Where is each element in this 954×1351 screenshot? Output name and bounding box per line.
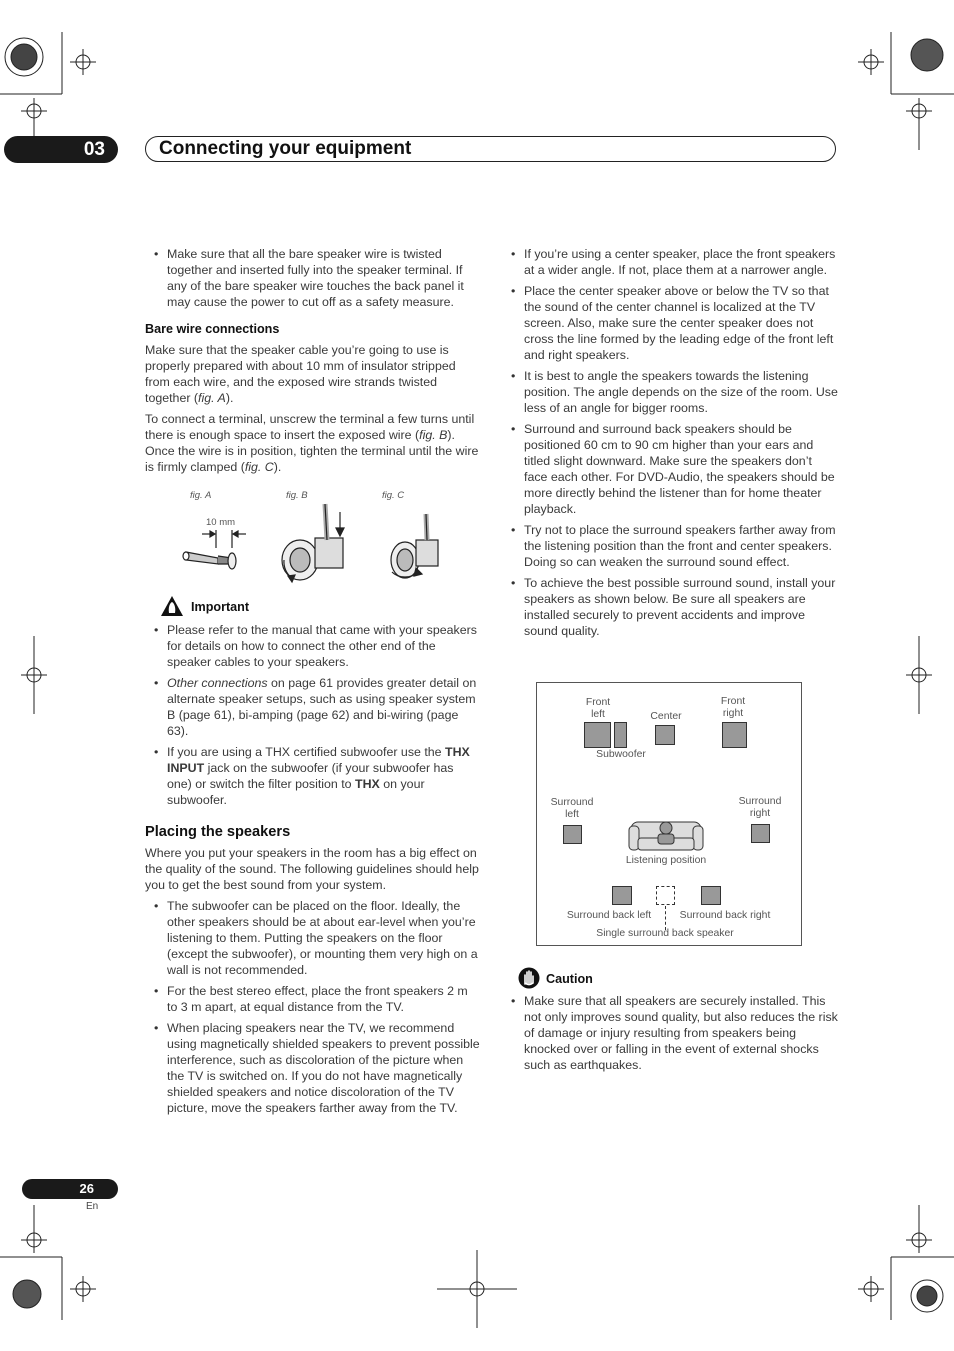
text-span: on your subwoofer. xyxy=(167,777,425,807)
list-item: • Place the center speaker above or below the TV so that the sound of the center channel is localized at the TV screen. Also, make sure the center speaker does not cross the line formed by the leading edge of the front left and right speakers. xyxy=(502,283,838,363)
text-span: Make sure that the speaker cable you’re going to use is properly prepared with about 10 mm of insulator stripped from each wire, and the exposed wire strands twisted together ( xyxy=(145,343,456,405)
subwoofer-label: Subwoofer xyxy=(596,749,646,760)
text-span: THX xyxy=(355,777,380,791)
list-item: • Try not to place the surround speakers farther away from the listening position than the front and center speakers. Doing so can weaken the surround sound effect. xyxy=(502,522,838,570)
center-label: Center xyxy=(650,711,682,722)
sofa-icon xyxy=(628,814,704,854)
bare-wire-paragraph-2 xyxy=(145,411,481,475)
text-span: ). xyxy=(225,391,234,405)
text-span: ). xyxy=(273,460,282,474)
fig-c-label: fig. C xyxy=(382,490,405,501)
bare-wire-heading: Bare wire connections xyxy=(145,322,280,336)
chapter-title: Connecting your equipment xyxy=(159,138,412,159)
list-item: • The subwoofer can be placed on the floor. Ideally, the other speakers should be at about ear-level when you’re listening to them. Putting the speakers on the floor (except the subwoofer), or mounting them very high on a wall is not recommended. xyxy=(145,898,481,978)
center-speaker xyxy=(655,725,675,745)
front-left-speaker xyxy=(584,722,611,748)
warning-icon xyxy=(160,595,184,617)
single-surround-back-label: Single surround back speaker xyxy=(596,928,734,939)
list-item: • Make sure that all speakers are securely installed. This not only improves sound quality, but also reduces the risk of damage or injury resulting from speakers being knocked over or falling in the event of external shocks such as earthquakes. xyxy=(502,993,838,1073)
caution-hand-icon xyxy=(518,967,540,989)
dimension-label: 10 mm xyxy=(206,517,236,528)
fig-b-label: fig. B xyxy=(286,490,308,501)
list-item: • When placing speakers near the TV, we recommend using magnetically shielded speakers to prevent possible interference, such as discoloration of the picture when the TV is switched on. If you do not have magnetically shielded speakers and notice discoloration of the TV picture, move the speakers farther away from the TV. xyxy=(145,1020,481,1116)
list-item: • It is best to angle the speakers towards the listening position. The angle depends on the size of the room. Use less of an angle for bigger rooms. xyxy=(502,368,838,416)
fig-reference: fig. B xyxy=(419,428,448,442)
list-item: • To achieve the best possible surround sound, install your speakers as shown below. Be sure all speakers are installed securely to prevent accidents and improve sound quality. xyxy=(502,575,838,639)
text-span: Other connections xyxy=(167,676,268,690)
chapter-number-badge: 03 xyxy=(4,136,118,163)
intro-bullet-list xyxy=(145,246,481,310)
page-number-badge: 26 xyxy=(22,1179,118,1199)
surround-back-left-speaker xyxy=(612,886,632,905)
front-right-speaker xyxy=(722,722,747,748)
dashed-pointer-line xyxy=(665,906,666,930)
list-item: • For the best stereo effect, place the front speakers 2 m to 3 m apart, at equal distance from the TV. xyxy=(145,983,481,1015)
list-item: • Make sure that all the bare speaker wire is twisted together and inserted fully into the speaker terminal. If any of the bare speaker wire touches the back panel it may cause the power to cut off as a safety measure. xyxy=(145,246,481,310)
front-right-label: Front right xyxy=(720,696,746,719)
surround-back-right-speaker xyxy=(701,886,721,905)
placing-section xyxy=(145,824,481,1121)
list-item: • Surround and surround back speakers should be positioned 60 cm to 90 cm higher than your ears and titled slight downward. Make sure the speakers don’t face each other. For DVD-Audio, the speakers should be more directly behind the listener than for home theater playback. xyxy=(502,421,838,517)
caution-notes xyxy=(502,993,838,1078)
subwoofer-speaker xyxy=(614,722,627,748)
wire-figure-illustration xyxy=(180,500,450,585)
text-span: THX INPUT xyxy=(167,745,470,775)
list-item xyxy=(145,675,481,739)
front-left-label: Front left xyxy=(585,697,611,720)
list-item xyxy=(145,744,481,808)
fig-reference: fig. A xyxy=(198,391,226,405)
placing-heading: Placing the speakers xyxy=(145,824,291,840)
single-surround-back-speaker xyxy=(656,886,675,905)
fig-reference: fig. C xyxy=(244,460,274,474)
surround-back-right-label: Surround back right xyxy=(679,910,771,921)
bare-wire-paragraph-1 xyxy=(145,342,481,406)
placing-intro: Where you put your speakers in the room has a big effect on the quality of the sound. The following guidelines should help you to get the best sound from your system. xyxy=(145,846,479,892)
list-item: • Please refer to the manual that came with your speakers for details on how to connect the other end of the speaker cables to your speakers. xyxy=(145,622,481,670)
fig-a-label: fig. A xyxy=(190,490,212,501)
surround-right-speaker xyxy=(751,824,770,843)
left-column xyxy=(145,246,481,480)
right-column xyxy=(502,246,838,644)
list-item: • If you’re using a center speaker, place the front speakers at a wider angle. If not, place them at a narrower angle. xyxy=(502,246,838,278)
important-heading: Important xyxy=(191,600,250,614)
surround-left-label: Surround left xyxy=(550,797,594,820)
surround-right-label: Surround right xyxy=(738,796,782,819)
surround-back-left-label: Surround back left xyxy=(566,910,652,921)
listening-position-label: Listening position xyxy=(625,855,707,866)
important-notes xyxy=(145,622,481,813)
text-span: jack on the subwoofer (if your subwoofer has one) or switch the filter position to xyxy=(167,761,454,791)
text-span: To connect a terminal, unscrew the terminal a few turns until there is enough space to insert the exposed wire ( xyxy=(145,412,475,442)
text-span: on page 61 provides greater detail on alternate speaker setups, such as using speaker system B (page 61), bi-amping (page 62) and bi-wiring (page 63). xyxy=(167,676,477,738)
surround-left-speaker xyxy=(563,825,582,844)
caution-heading: Caution xyxy=(546,972,593,986)
text-span: If you are using a THX certified subwoofer use the xyxy=(167,745,446,759)
language-code: En xyxy=(86,1201,99,1212)
text-span: ). Once the wire is in position, tighten the terminal until the wire is firmly clamped ( xyxy=(145,428,479,474)
